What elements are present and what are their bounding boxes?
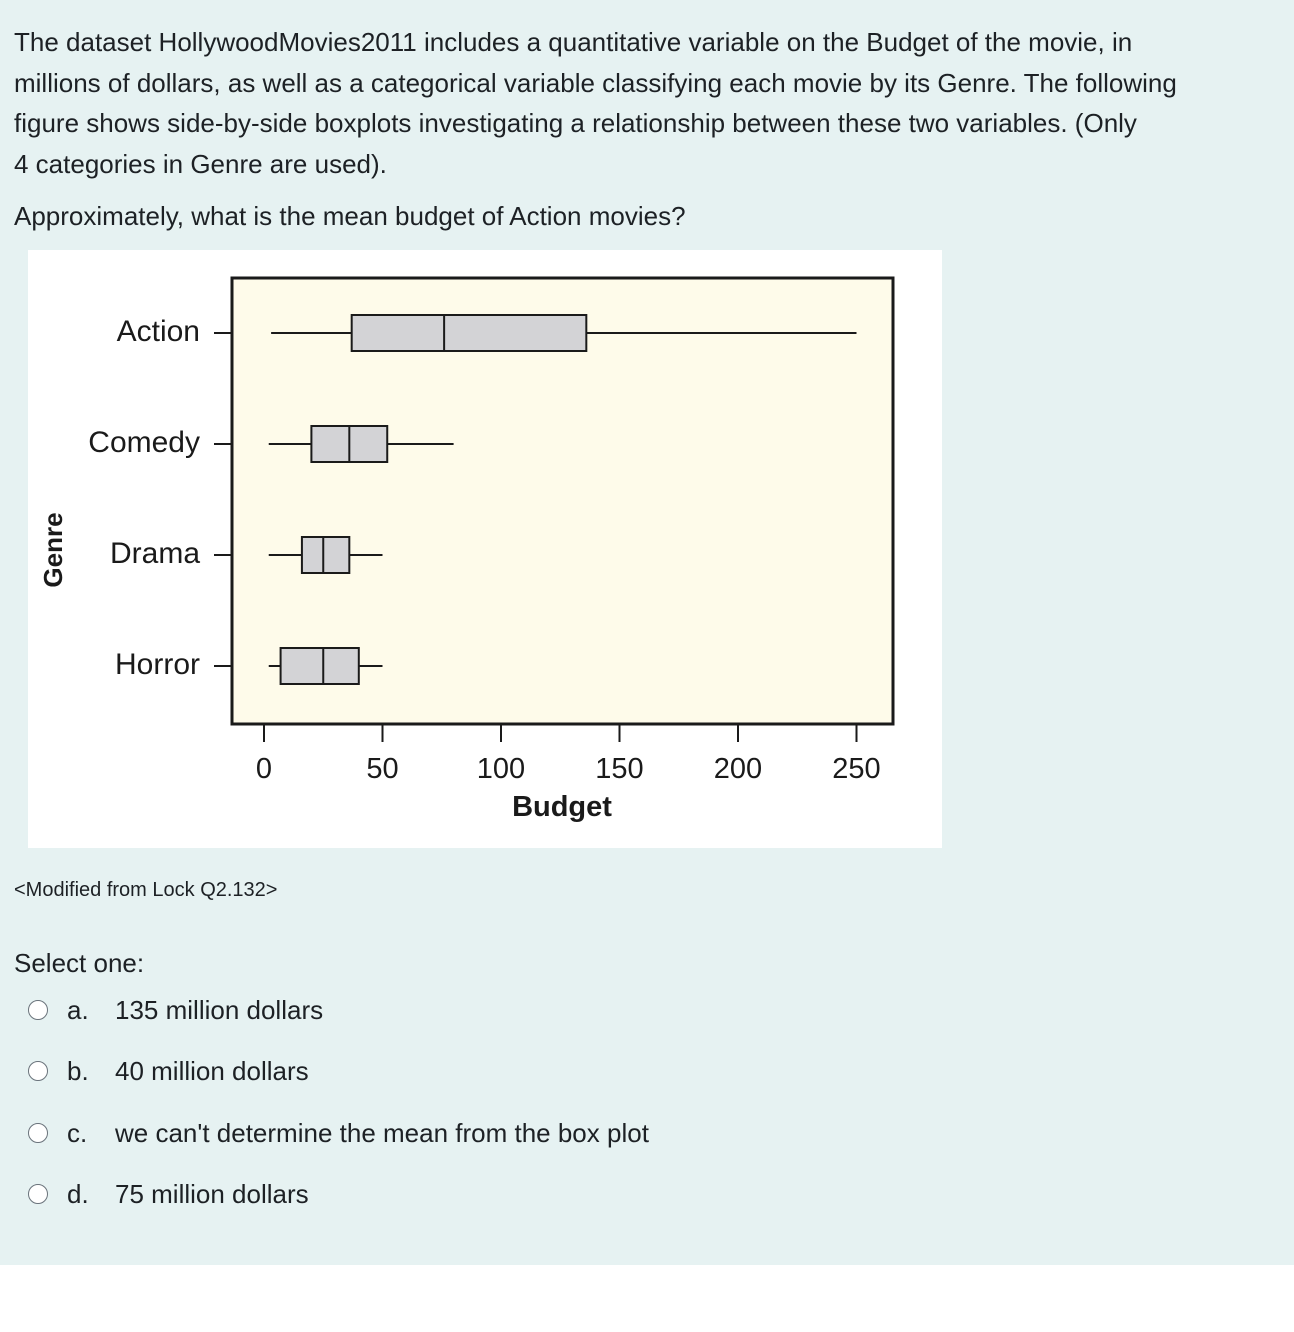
answer-option-d[interactable]	[28, 1174, 309, 1214]
option-letter: a.	[67, 994, 89, 1025]
option-letter: b.	[67, 1055, 89, 1086]
question-prompt: Approximately, what is the mean budget of Action movies?	[14, 201, 686, 231]
horror-box	[281, 648, 359, 684]
y-tick-label-drama: Drama	[109, 536, 200, 570]
option-letter: c.	[67, 1117, 88, 1148]
y-tick-label-comedy: Comedy	[88, 425, 200, 459]
boxplot-figure	[28, 250, 942, 848]
option-letter: d.	[67, 1178, 89, 1209]
question-line: 4 categories in Genre are used).	[14, 148, 387, 179]
x-axis-title: Budget	[512, 791, 612, 823]
option-text: we can't determine the mean from the box plot	[115, 1117, 649, 1148]
x-tick-label-150: 150	[595, 753, 644, 785]
question-text	[14, 22, 1274, 184]
radio-button-a[interactable]	[28, 1000, 48, 1020]
boxplot-chart	[28, 250, 942, 848]
option-text: 135 million dollars	[115, 994, 324, 1025]
select-one-label: Select one:	[14, 948, 145, 978]
option-text: 40 million dollars	[115, 1055, 309, 1086]
radio-button-d[interactable]	[28, 1184, 48, 1204]
option-text: 75 million dollars	[115, 1178, 309, 1209]
question-line: millions of dollars, as well as a categorical variable classifying each movie by its Genre. The following	[14, 67, 1177, 98]
answer-option-c[interactable]	[28, 1113, 649, 1153]
radio-button-b[interactable]	[28, 1061, 48, 1081]
radio-button-c[interactable]	[28, 1123, 48, 1143]
x-tick-label-50: 50	[366, 753, 399, 785]
answer-option-a[interactable]	[28, 990, 323, 1030]
x-tick-label-100: 100	[476, 753, 526, 785]
y-axis-title: Genre	[37, 512, 68, 588]
x-tick-label-200: 200	[713, 753, 763, 785]
drama-box	[302, 537, 349, 573]
answer-option-b[interactable]	[28, 1051, 309, 1091]
x-tick-label-250: 250	[832, 753, 881, 785]
question-line: The dataset HollywoodMovies2011 includes a quantitative variable on the Budget of the movie, in	[14, 27, 1133, 57]
y-tick-label-horror: Horror	[114, 647, 200, 681]
x-tick-label-0: 0	[255, 753, 273, 785]
y-tick-label-action: Action	[116, 314, 200, 348]
action-box	[352, 315, 587, 351]
source-note: <Modified from Lock Q2.132>	[14, 879, 278, 901]
question-line: figure shows side-by-side boxplots investigating a relationship between these two variables. (Only	[14, 108, 1137, 138]
